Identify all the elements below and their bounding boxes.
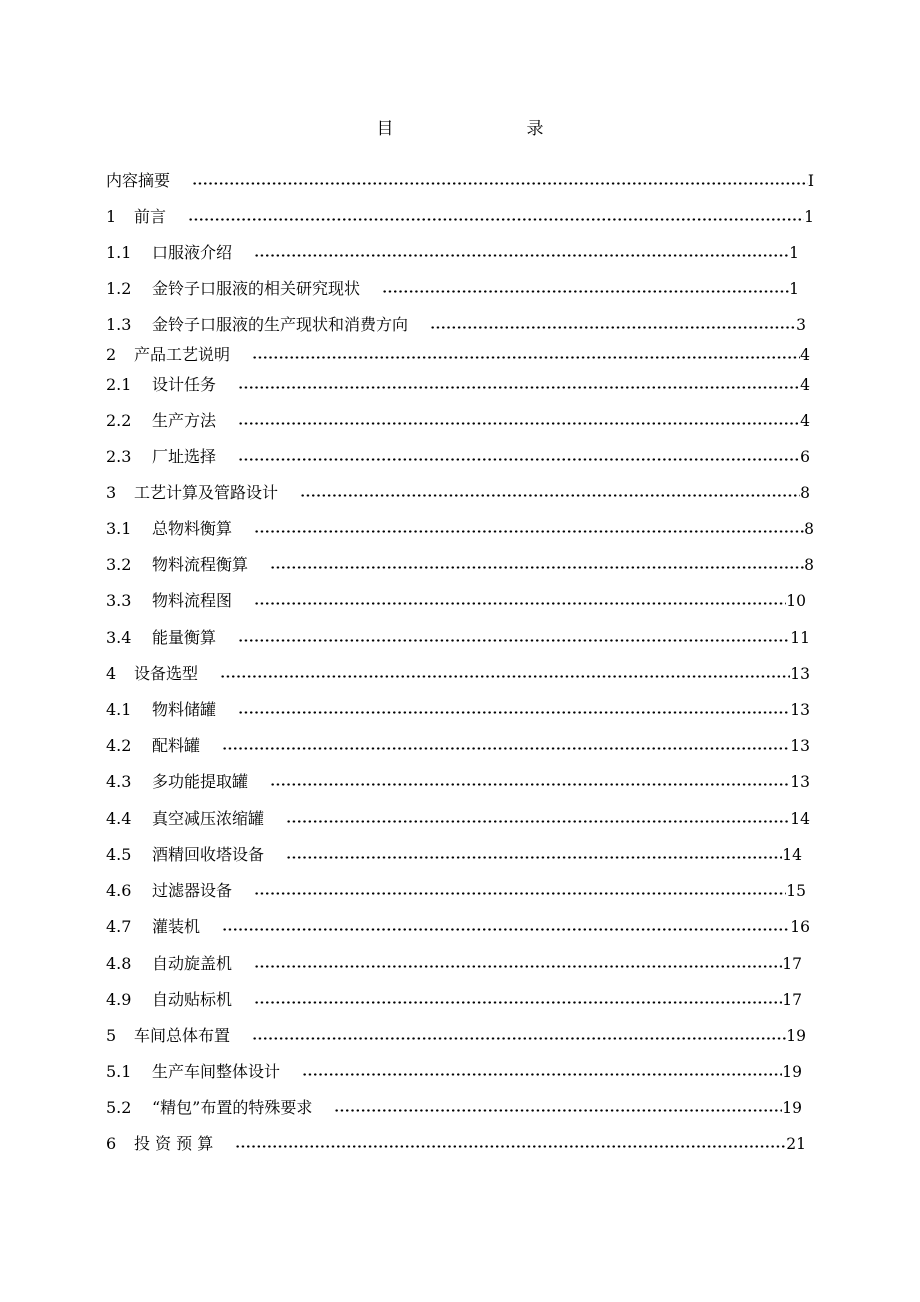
toc-entry-number: 1.3: [106, 315, 132, 334]
toc-entry-number: 3.3: [106, 591, 132, 610]
toc-entry-number: 4.2: [106, 736, 132, 755]
toc-entry-number: 5.1: [106, 1062, 132, 1081]
toc-entry-number: 4.4: [106, 809, 132, 828]
toc-entry-page: 13: [790, 773, 810, 791]
toc-entry-label: 真空减压浓缩罐: [152, 809, 265, 828]
toc-entry-label: 生产车间整体设计: [152, 1062, 281, 1081]
toc-entry-page: 1: [789, 280, 799, 298]
toc-entry-label: 金铃子口服液的生产现状和消费方向: [152, 315, 409, 334]
toc-entry-label: 自动贴标机: [152, 990, 233, 1009]
toc-entry-label: 过滤器设备: [152, 881, 233, 900]
toc-entry-number: 3: [106, 483, 117, 502]
toc-leader-dots: [238, 698, 790, 722]
toc-leader-dots: [238, 445, 800, 469]
toc-entry-number: 6: [106, 1134, 117, 1153]
toc-entry-page: 14: [790, 810, 810, 828]
toc-entry-page: 14: [782, 846, 802, 864]
toc-entry-number: 3.4: [106, 628, 132, 647]
toc-entry-number: 5: [106, 1026, 117, 1045]
toc-leader-dots: [300, 481, 800, 505]
page-title: 目 录: [376, 119, 602, 139]
toc-leader-dots: [286, 843, 782, 867]
toc-entry-label: 灌装机: [152, 917, 201, 936]
toc-entry[interactable]: [106, 915, 810, 939]
toc-entry-number: 2.2: [106, 411, 132, 430]
toc-entry-label: “精包”布置的特殊要求: [152, 1098, 313, 1117]
toc-entry-page: 19: [786, 1027, 806, 1045]
toc-leader-dots: [286, 807, 790, 831]
toc-entry-page: 3: [796, 316, 806, 334]
toc-entry-number: 2.1: [106, 375, 132, 394]
toc-entry-label: 自动旋盖机: [152, 954, 233, 973]
toc-entry-page: 4: [800, 376, 810, 394]
toc-entry[interactable]: [106, 277, 799, 301]
toc-entry-label: 物料流程图: [152, 591, 233, 610]
toc-entry[interactable]: [106, 843, 802, 867]
toc-entry-label: 口服液介绍: [152, 243, 233, 262]
toc-entry[interactable]: [106, 313, 806, 337]
toc-entry[interactable]: [106, 241, 799, 265]
toc-entry[interactable]: [106, 481, 810, 505]
toc-entry-label: 物料储罐: [152, 700, 217, 719]
toc-leader-dots: [238, 626, 790, 650]
toc-entry[interactable]: [106, 169, 814, 193]
toc-entry-page: 19: [782, 1063, 802, 1081]
toc-leader-dots: [254, 879, 786, 903]
toc-leader-dots: [254, 517, 804, 541]
toc-entry-page: 13: [790, 701, 810, 719]
toc-leader-dots: [220, 662, 790, 686]
toc-entry-label: 能量衡算: [152, 628, 217, 647]
toc-entry-page: 15: [786, 882, 806, 900]
toc-entry-label: 内容摘要: [106, 171, 171, 190]
toc-entry[interactable]: [106, 1060, 802, 1084]
toc-leader-dots: [238, 373, 800, 397]
toc-entry[interactable]: [106, 1024, 806, 1048]
toc-entry-number: 4.5: [106, 845, 132, 864]
toc-entry-number: 4.9: [106, 990, 132, 1009]
toc-entry-number: 1.1: [106, 243, 132, 262]
toc-leader-dots: [430, 313, 796, 337]
toc-leader-dots: [192, 169, 808, 193]
toc-leader-dots: [254, 589, 786, 613]
toc-entry-page: 10: [786, 592, 806, 610]
toc-entry-label: 设备选型: [134, 664, 199, 683]
toc-entry-number: 3.1: [106, 519, 132, 538]
toc-entry-page: 11: [790, 629, 810, 647]
toc-entry[interactable]: [106, 373, 810, 397]
toc-entry[interactable]: [106, 1096, 802, 1120]
toc-entry-label: 产品工艺说明: [134, 345, 231, 364]
toc-entry[interactable]: [106, 698, 810, 722]
toc-entry[interactable]: [106, 770, 810, 794]
toc-leader-dots: [382, 277, 789, 301]
toc-entry[interactable]: [106, 589, 806, 613]
toc-entry-page: 13: [790, 737, 810, 755]
toc-entry-label: 多功能提取罐: [152, 772, 249, 791]
toc-entry-number: 2.3: [106, 447, 132, 466]
toc-entry-label: 配料罐: [152, 736, 201, 755]
toc-entry-page: 4: [800, 412, 810, 430]
toc-entry[interactable]: [106, 445, 810, 469]
toc-leader-dots: [252, 343, 800, 367]
toc-leader-dots: [254, 241, 789, 265]
toc-entry-label: 生产方法: [152, 411, 217, 430]
toc-leader-dots: [334, 1096, 782, 1120]
toc-entry-page: 8: [800, 484, 810, 502]
toc-entry-page: 4: [800, 346, 810, 364]
toc-leader-dots: [238, 409, 800, 433]
toc-entry[interactable]: [106, 952, 802, 976]
toc-entry-page: 8: [804, 520, 814, 538]
toc-entry-number: 1.2: [106, 279, 132, 298]
toc-entry-number: 4.1: [106, 700, 132, 719]
toc-entry-label: 总物料衡算: [152, 519, 233, 538]
toc-entry-page: 6: [800, 448, 810, 466]
toc-entry-page: 16: [790, 918, 810, 936]
toc-entry-page: 17: [782, 991, 802, 1009]
toc-entry-page: I: [807, 172, 814, 190]
toc-entry-number: 2: [106, 345, 117, 364]
toc-leader-dots: [235, 1132, 786, 1156]
toc-entry[interactable]: [106, 343, 810, 367]
toc-entry-number: 1: [106, 207, 117, 226]
toc-leader-dots: [222, 734, 790, 758]
toc-entry[interactable]: [106, 879, 806, 903]
toc-entry-number: 4: [106, 664, 117, 683]
toc-entry[interactable]: [106, 409, 810, 433]
toc-entry-page: 19: [782, 1099, 802, 1117]
toc-entry-page: 1: [789, 244, 799, 262]
toc-entry-label: 厂址选择: [152, 447, 217, 466]
toc-entry-page: 21: [786, 1135, 806, 1153]
toc-leader-dots: [302, 1060, 782, 1084]
toc-entry-label: 酒精回收塔设备: [152, 845, 265, 864]
toc-entry[interactable]: [106, 626, 810, 650]
toc-entry-number: 4.7: [106, 917, 132, 936]
toc-entry-page: 17: [782, 955, 802, 973]
toc-entry[interactable]: [106, 553, 814, 577]
toc-leader-dots: [252, 1024, 786, 1048]
toc-entry-label: 投 资 预 算: [134, 1134, 214, 1153]
toc-entry-number: 4.8: [106, 954, 132, 973]
toc-entry[interactable]: [106, 988, 802, 1012]
toc-entry-label: 工艺计算及管路设计: [134, 483, 279, 502]
toc-leader-dots: [254, 952, 782, 976]
toc-entry[interactable]: [106, 807, 810, 831]
toc-entry[interactable]: [106, 662, 810, 686]
toc-leader-dots: [270, 553, 804, 577]
toc-entry-label: 金铃子口服液的相关研究现状: [152, 279, 361, 298]
toc-entry-label: 设计任务: [152, 375, 217, 394]
toc-leader-dots: [270, 770, 790, 794]
toc-leader-dots: [188, 205, 804, 229]
toc-leader-dots: [254, 988, 782, 1012]
toc-entry-page: 1: [804, 208, 814, 226]
toc-entry[interactable]: [106, 1132, 806, 1156]
toc-entry-page: 13: [790, 665, 810, 683]
toc-entry-number: 3.2: [106, 555, 132, 574]
toc-entry-number: 5.2: [106, 1098, 132, 1117]
toc-entry[interactable]: [106, 205, 814, 229]
toc-entry-number: 4.6: [106, 881, 132, 900]
toc-entry[interactable]: [106, 517, 814, 541]
toc-leader-dots: [222, 915, 790, 939]
toc-entry-label: 前言: [134, 207, 167, 226]
toc-entry[interactable]: [106, 734, 810, 758]
toc-entry-number: 4.3: [106, 772, 132, 791]
toc-entry-label: 物料流程衡算: [152, 555, 249, 574]
toc-entry-label: 车间总体布置: [134, 1026, 231, 1045]
toc-entry-page: 8: [804, 556, 814, 574]
